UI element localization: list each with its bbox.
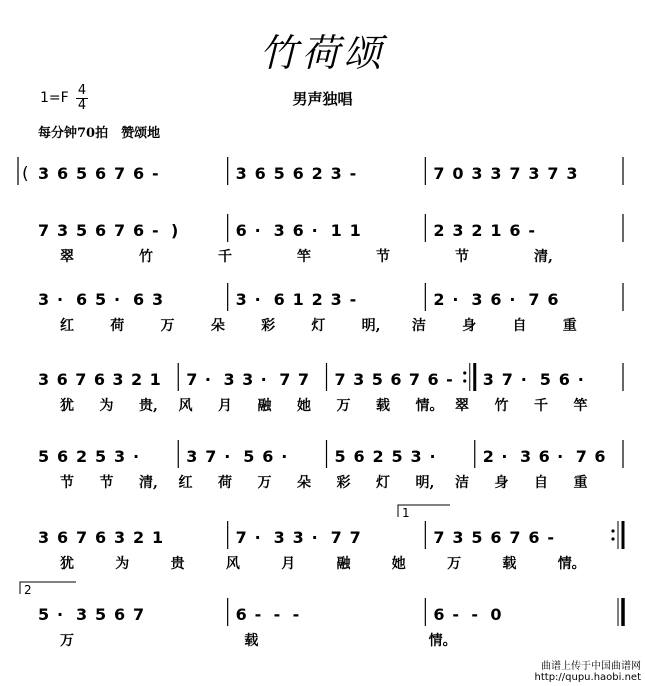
note-3-0-6: 1 <box>149 370 161 389</box>
lyric-5-3: 风 <box>225 556 240 572</box>
note-6-2-2: - <box>471 605 478 624</box>
note-2-0-1: · <box>57 290 64 309</box>
note-2-2-2: 3 <box>471 290 483 309</box>
note-2-2-0: 2 <box>433 290 445 309</box>
note-1-0-4: 7 <box>114 221 126 240</box>
lyric-3-1: 为 <box>99 398 114 414</box>
note-2-2-1: · <box>452 290 459 309</box>
note-5-1-1: · <box>254 528 261 547</box>
note-4-3-1: · <box>501 447 508 466</box>
note-5-2-1: 3 <box>452 528 464 547</box>
note-1-1-1: · <box>254 221 261 240</box>
note-3-2-2: 5 <box>371 370 383 389</box>
note-2-0-5: 6 <box>133 290 145 309</box>
note-4-2-0: 5 <box>334 447 346 466</box>
repeat-dot <box>611 537 614 540</box>
note-1-0-3: 6 <box>95 221 107 240</box>
lyric-5-7: 万 <box>447 556 462 572</box>
opening-parenthesis: ( <box>22 164 29 184</box>
note-4-3-0: 2 <box>482 447 494 466</box>
note-4-3-5: 7 <box>575 447 587 466</box>
lyric-4-5: 万 <box>257 475 272 491</box>
note-3-0-3: 6 <box>93 370 105 389</box>
note-5-2-5: 6 <box>528 528 540 547</box>
note-6-0-1: · <box>57 605 64 624</box>
note-5-0-5: 2 <box>133 528 145 547</box>
note-2-1-5: 3 <box>330 290 342 309</box>
note-0-1-4: 2 <box>311 164 323 183</box>
note-1-0-1: 3 <box>57 221 69 240</box>
note-1-1-6: 1 <box>349 221 361 240</box>
note-3-2-1: 3 <box>353 370 365 389</box>
lyric-2-5: 灯 <box>311 318 326 334</box>
note-6-2-3: 0 <box>490 605 502 624</box>
note-0-1-6: - <box>349 164 357 183</box>
note-3-3-2: · <box>520 370 527 389</box>
note-5-2-0: 7 <box>433 528 445 547</box>
note-0-1-3: 6 <box>292 164 304 183</box>
note-2-2-3: 6 <box>490 290 502 309</box>
note-6-0-0: 5 <box>38 605 50 624</box>
note-0-1-2: 5 <box>273 164 285 183</box>
note-2-2-4: · <box>509 290 516 309</box>
note-4-1-4: 6 <box>262 447 274 466</box>
note-0-1-0: 3 <box>235 164 247 183</box>
note-5-2-3: 6 <box>490 528 502 547</box>
note-6-2-1: - <box>452 605 459 624</box>
note-1-2-4: 6 <box>509 221 521 240</box>
note-0-1-1: 6 <box>254 164 266 183</box>
note-3-1-3: 3 <box>242 370 254 389</box>
note-4-2-3: 5 <box>391 447 403 466</box>
note-2-2-5: 7 <box>528 290 540 309</box>
note-4-2-1: 6 <box>353 447 365 466</box>
key-signature: 1=F <box>40 90 69 106</box>
note-0-2-5: 3 <box>528 164 540 183</box>
lyric-3-5: 融 <box>257 398 272 414</box>
repeat-dot <box>463 371 466 374</box>
note-3-0-1: 6 <box>56 370 68 389</box>
note-1-0-2: 5 <box>76 221 88 240</box>
note-3-0-4: 3 <box>112 370 124 389</box>
lyric-1-1: 竹 <box>139 249 153 265</box>
lyric-3-8: 载 <box>376 398 390 414</box>
note-4-0-2: 2 <box>76 447 88 466</box>
note-4-2-4: 3 <box>410 447 422 466</box>
lyric-4-6: 朵 <box>297 475 311 491</box>
note-0-2-2: 3 <box>471 164 483 183</box>
note-6-1-3: - <box>292 605 300 624</box>
note-2-0-4: · <box>114 290 121 309</box>
note-6-0-4: 6 <box>114 605 126 624</box>
note-3-3-3: 5 <box>539 370 551 389</box>
note-2-1-2: 6 <box>273 290 285 309</box>
note-4-2-5: · <box>429 447 436 466</box>
lyric-2-1: 荷 <box>110 318 125 334</box>
lyric-5-1: 为 <box>115 556 130 572</box>
note-2-1-0: 3 <box>235 290 247 309</box>
repeat-dot <box>463 379 466 382</box>
note-0-0-4: 7 <box>114 164 126 183</box>
lyric-3-7: 万 <box>336 398 351 414</box>
lyric-5-8: 载 <box>502 556 517 572</box>
lyric-4-4: 荷 <box>218 475 232 491</box>
note-3-1-4: · <box>260 370 267 389</box>
note-5-1-2: 3 <box>273 528 285 547</box>
song-title: 竹荷颂 <box>259 31 386 75</box>
performance-note: 男声独唱 <box>292 90 353 108</box>
lyric-3-2: 贵, <box>139 398 158 414</box>
note-4-0-4: 3 <box>114 447 126 466</box>
lyric-2-9: 自 <box>512 318 527 334</box>
note-6-1-2: - <box>273 605 281 624</box>
lyric-6-1: 载 <box>244 633 259 649</box>
note-5-1-4: · <box>311 528 318 547</box>
note-1-0-5: 6 <box>133 221 145 240</box>
lyric-2-6: 明, <box>361 318 381 334</box>
note-0-2-4: 7 <box>509 164 521 183</box>
note-3-0-2: 7 <box>75 370 87 389</box>
note-6-0-5: 7 <box>133 605 145 624</box>
note-3-1-2: 3 <box>223 370 235 389</box>
volta-number: 2 <box>24 583 32 597</box>
note-5-0-4: 3 <box>114 528 126 547</box>
lyric-1-6: 清, <box>534 249 553 265</box>
note-3-1-5: 7 <box>279 370 291 389</box>
note-4-0-3: 5 <box>95 447 107 466</box>
note-0-0-2: 5 <box>76 164 88 183</box>
note-1-0-6: - <box>152 221 159 240</box>
note-0-2-1: 0 <box>452 164 464 183</box>
time-signature-bottom: 4 <box>77 98 87 113</box>
lyric-3-10: 翠 <box>455 398 469 414</box>
lyric-2-7: 洁 <box>411 318 426 334</box>
note-6-0-3: 5 <box>95 605 107 624</box>
lyric-5-4: 月 <box>281 556 296 572</box>
tempo-marking: 每分钟70拍 赞颂地 <box>38 126 161 141</box>
lyric-4-13: 重 <box>573 475 588 491</box>
site-footer <box>535 661 641 683</box>
lyric-6-0: 万 <box>60 633 74 649</box>
lyric-2-10: 重 <box>562 318 577 334</box>
note-4-3-4: · <box>557 447 564 466</box>
note-0-0-0: 3 <box>38 164 50 183</box>
note-4-1-2: · <box>224 447 231 466</box>
lyric-4-11: 身 <box>494 475 509 491</box>
lyric-4-9: 明, <box>415 475 435 491</box>
note-2-1-1: · <box>254 290 261 309</box>
note-3-0-5: 2 <box>131 370 143 389</box>
note-4-0-0: 5 <box>38 447 50 466</box>
note-1-2-2: 2 <box>471 221 483 240</box>
volta-number: 1 <box>402 506 410 520</box>
note-2-1-4: 2 <box>311 290 323 309</box>
lyric-3-0: 犹 <box>60 398 74 414</box>
footer-url: http://qupu.haobi.net <box>534 672 641 683</box>
note-3-2-3: 6 <box>390 370 402 389</box>
note-6-1-1: - <box>254 605 262 624</box>
note-1-2-0: 2 <box>433 221 445 240</box>
note-4-1-0: 3 <box>186 447 198 466</box>
lyric-5-6: 她 <box>391 556 406 572</box>
lyric-3-4: 月 <box>218 398 232 414</box>
note-0-2-0: 7 <box>433 164 445 183</box>
note-1-2-1: 3 <box>452 221 464 240</box>
lyric-5-2: 贵 <box>170 556 185 572</box>
note-0-2-3: 3 <box>490 164 502 183</box>
note-2-0-6: 3 <box>152 290 164 309</box>
note-5-2-4: 7 <box>509 528 521 547</box>
note-2-0-0: 3 <box>38 290 50 309</box>
note-6-2-0: 6 <box>433 605 445 624</box>
lyric-4-0: 节 <box>60 475 74 491</box>
note-0-0-6: - <box>152 164 159 183</box>
note-4-3-3: 6 <box>538 447 550 466</box>
lyric-4-8: 灯 <box>376 475 390 491</box>
lyric-3-13: 竿 <box>573 398 588 414</box>
note-3-3-0: 3 <box>482 370 494 389</box>
note-0-2-7: 3 <box>566 164 578 183</box>
note-1-2-3: 1 <box>490 221 502 240</box>
lyric-3-11: 竹 <box>494 398 509 414</box>
note-0-2-6: 7 <box>547 164 559 183</box>
note-5-0-0: 3 <box>38 528 50 547</box>
lyric-2-2: 万 <box>160 318 175 334</box>
note-0-0-1: 6 <box>57 164 69 183</box>
lyric-4-12: 自 <box>534 475 548 491</box>
note-1-1-3: 6 <box>292 221 304 240</box>
lyric-4-7: 彩 <box>336 475 351 491</box>
note-3-3-4: 6 <box>558 370 570 389</box>
note-3-1-0: 7 <box>186 370 198 389</box>
note-4-3-2: 3 <box>519 447 532 466</box>
lyric-3-12: 千 <box>534 398 548 414</box>
note-2-0-2: 6 <box>76 290 88 309</box>
note-5-1-3: 3 <box>292 528 304 547</box>
lyric-1-2: 千 <box>218 249 232 265</box>
note-1-1-2: 3 <box>273 221 285 240</box>
note-3-2-5: 6 <box>427 370 439 389</box>
lyric-3-9: 情。 <box>415 398 444 414</box>
lyric-2-8: 身 <box>462 318 477 334</box>
repeat-dot <box>611 529 614 532</box>
note-4-3-6: 6 <box>594 447 606 466</box>
note-4-1-3: 5 <box>243 447 255 466</box>
note-4-0-5: · <box>133 447 140 466</box>
lyric-5-5: 融 <box>336 556 351 572</box>
note-4-1-5: · <box>281 447 288 466</box>
note-5-0-1: 6 <box>57 528 69 547</box>
note-3-3-5: · <box>577 370 584 389</box>
lyric-4-1: 节 <box>99 475 114 491</box>
note-1-1-0: 6 <box>235 221 247 240</box>
lyric-1-4: 节 <box>376 249 390 265</box>
note-5-2-6: - <box>547 528 554 547</box>
note-3-1-6: 7 <box>297 370 310 389</box>
note-1-2-5: - <box>528 221 535 240</box>
note-2-1-6: - <box>349 290 357 309</box>
lyric-1-3: 竿 <box>297 249 311 265</box>
note-3-3-1: 7 <box>501 370 513 389</box>
lyric-1-0: 翠 <box>60 249 74 265</box>
note-4-1-1: 7 <box>205 447 217 466</box>
note-6-1-0: 6 <box>235 605 247 624</box>
lyric-4-2: 清, <box>139 475 158 491</box>
note-6-0-2: 3 <box>76 605 88 624</box>
time-signature-top: 4 <box>77 83 87 98</box>
lyric-4-10: 洁 <box>455 475 469 491</box>
note-3-0-0: 3 <box>38 370 50 389</box>
note-2-0-3: 5 <box>95 290 107 309</box>
lyric-4-3: 红 <box>178 475 193 491</box>
lyric-5-0: 犹 <box>60 556 74 572</box>
note-4-0-1: 6 <box>57 447 69 466</box>
note-0-1-5: 3 <box>330 164 342 183</box>
lyric-3-3: 风 <box>178 398 193 414</box>
note-2-1-3: 1 <box>292 290 304 309</box>
lyric-3-6: 她 <box>297 398 311 414</box>
lyric-6-2: 情。 <box>428 633 457 649</box>
lyric-1-5: 节 <box>455 249 469 265</box>
note-3-1-1: · <box>204 370 211 389</box>
note-5-0-3: 6 <box>95 528 107 547</box>
note-3-2-4: 7 <box>408 370 421 389</box>
note-1-0-0: 7 <box>38 221 50 240</box>
note-4-2-2: 2 <box>372 447 384 466</box>
note-5-0-6: 1 <box>152 528 164 547</box>
note-0-0-5: 6 <box>133 164 145 183</box>
note-1-0-7: ) <box>171 221 179 240</box>
footer-upload-note: 曲谱上传于中国曲谱网 <box>541 661 641 672</box>
note-0-0-3: 6 <box>95 164 107 183</box>
note-5-1-6: 7 <box>349 528 361 547</box>
note-1-1-4: · <box>311 221 318 240</box>
note-3-2-6: - <box>446 370 453 389</box>
lyric-5-9: 情。 <box>557 556 586 572</box>
lyric-2-3: 朵 <box>210 318 225 334</box>
note-5-1-0: 7 <box>235 528 247 547</box>
note-1-1-5: 1 <box>330 221 342 240</box>
lyric-2-4: 彩 <box>261 318 276 334</box>
note-5-2-2: 5 <box>471 528 483 547</box>
note-3-2-0: 7 <box>334 370 346 389</box>
note-5-0-2: 7 <box>76 528 88 547</box>
lyric-2-0: 红 <box>60 318 74 334</box>
note-2-2-6: 6 <box>547 290 559 309</box>
note-5-1-5: 7 <box>330 528 342 547</box>
